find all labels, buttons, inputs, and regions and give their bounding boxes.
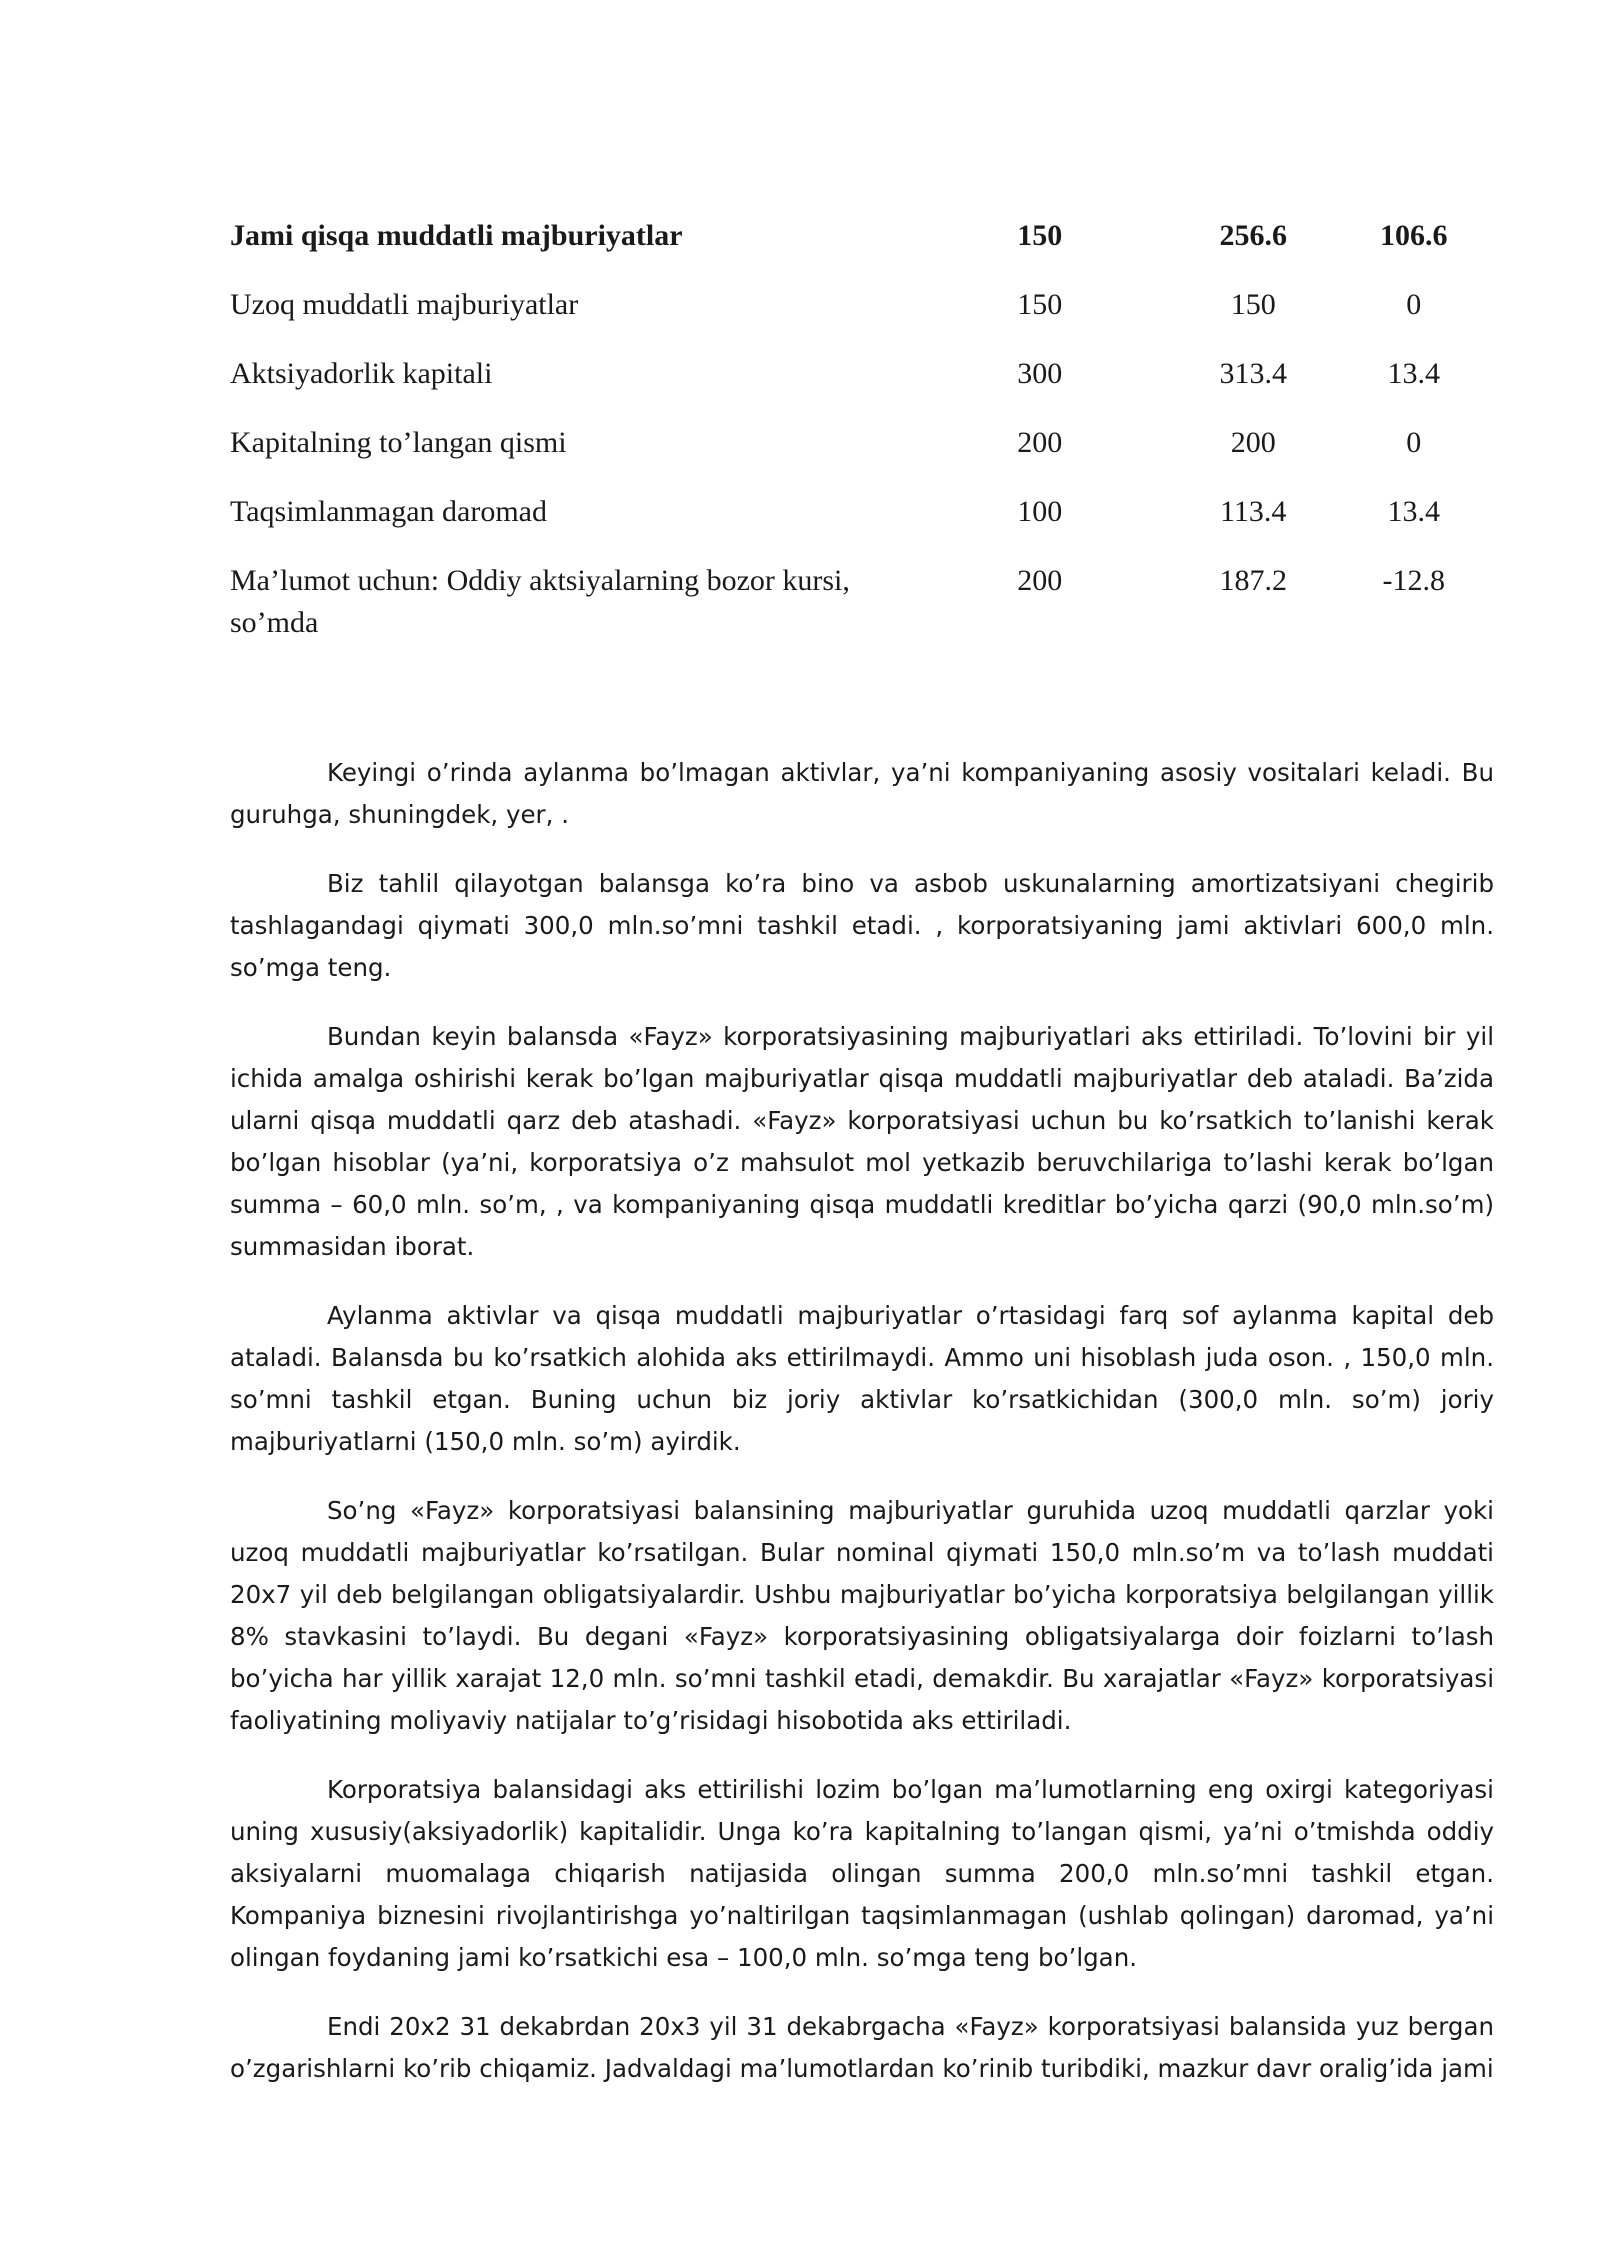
table-row <box>230 422 1494 491</box>
row-value-2: 313.4 <box>1219 357 1287 390</box>
row-value-1: 150 <box>1017 219 1063 252</box>
balance-table-section <box>230 215 1494 650</box>
row-value-1: 100 <box>1017 495 1063 528</box>
paragraph: Aylanma aktivlar va qisqa muddatli majburiyatlar o’rtasidagi farq sof aylanma kapital deb ataladi. Balansda bu ko’rsatkich alohida aks ettirilmaydi. Ammo uni hisoblash juda oson. , 150,0 mln. so’mni tashkil etgan. Buning uchun biz joriy aktivlar ko’rsatkichidan (300,0 mln. so’m) joriy majburiyatlarni (150,0 mln. so’m) ayirdik. <box>230 1301 1494 1456</box>
row-label: Aktsiyadorlik kapitali <box>230 357 493 390</box>
row-value-1: 300 <box>1017 357 1063 390</box>
row-value-2: 256.6 <box>1219 219 1287 252</box>
table-row <box>230 215 1494 284</box>
paragraph: Endi 20x2 31 dekabrdan 20x3 yil 31 dekabrgacha «Fayz» korporatsiyasi balansida yuz bergan o’zgarishlarni ko’rib chiqamiz. Jadvaldagi ma’lumotlardan ko’rinib turibdiki, mazkur davr oralig’ida jami <box>230 2012 1494 2083</box>
row-value-2: 187.2 <box>1219 564 1287 597</box>
table-row <box>230 491 1494 560</box>
row-value-2: 200 <box>1230 426 1276 459</box>
row-value-2: 113.4 <box>1220 495 1287 528</box>
balance-table <box>230 215 1494 650</box>
row-value-3: 0 <box>1406 426 1422 459</box>
paragraph: Keyingi o’rinda aylanma bo’lmagan aktivlar, ya’ni kompaniyaning asosiy vositalari keladi. Bu guruhga, shuningdek, yer, . <box>230 758 1494 829</box>
row-label: Kapitalning to’langan qismi <box>230 426 567 459</box>
row-label: Uzoq muddatli majburiyatlar <box>230 288 579 321</box>
row-value-3: 13.4 <box>1387 357 1440 390</box>
body-text <box>230 752 1494 2117</box>
row-value-3: 13.4 <box>1387 495 1440 528</box>
row-value-3: 0 <box>1406 288 1422 321</box>
table-row <box>230 560 1494 650</box>
paragraph: Bundan keyin balansda «Fayz» korporatsiyasining majburiyatlari aks ettiriladi. To’lovini bir yil ichida amalga oshirishi kerak bo’lgan majburiyatlar qisqa muddatli majburiyatlar deb ataladi. Ba’zida ularni qisqa muddatli qarz deb atashadi. «Fayz» korporatsiyasi uchun bu ko’rsatkich to’lanishi kerak bo’lgan hisoblar (ya’ni, korporatsiya o’z mahsulot mol yetkazib beruvchilariga to’lashi kerak bo’lgan summa – 60,0 mln. so’m, , va kompaniyaning qisqa muddatli kreditlar bo’yicha qarzi (90,0 mln.so’m) summasidan iborat. <box>230 1022 1494 1261</box>
row-value-1: 150 <box>1017 288 1063 321</box>
row-value-1: 200 <box>1017 426 1063 459</box>
row-value-1: 200 <box>1017 564 1063 597</box>
paragraph: Korporatsiya balansidagi aks ettirilishi lozim bo’lgan ma’lumotlarning eng oxirgi kategoriyasi uning xususiy(aksiyadorlik) kapitalidir. Unga ko’ra kapitalning to’langan qismi, ya’ni o’tmishda oddiy aksiyalarni muomalaga chiqarish natijasida olingan summa 200,0 mln.so’mni tashkil etgan. Kompaniya biznesini rivojlantirishga yo’naltirilgan taqsimlanmagan (ushlab qolingan) daromad, ya’ni olingan foydaning jami ko’rsatkichi esa – 100,0 mln. so’mga teng bo’lgan. <box>230 1775 1494 1972</box>
table-row <box>230 353 1494 422</box>
row-value-2: 150 <box>1230 288 1276 321</box>
row-label: Ma’lumot uchun: Oddiy aktsiyalarning bozor kursi, so’mda <box>230 564 850 639</box>
row-value-3: -12.8 <box>1382 564 1445 597</box>
table-row <box>230 284 1494 353</box>
paragraph: Biz tahlil qilayotgan balansga ko’ra bino va asbob uskunalarning amortizatsiyani chegirib tashlagandagi qiymati 300,0 mln.so’mni tashkil etadi. , korporatsiyaning jami aktivlari 600,0 mln. so’mga teng. <box>230 869 1494 982</box>
row-label: Taqsimlanmagan daromad <box>230 495 547 528</box>
row-value-3: 106.6 <box>1379 219 1448 252</box>
row-label: Jami qisqa muddatli majburiyatlar <box>230 219 683 252</box>
paragraph: So’ng «Fayz» korporatsiyasi balansining majburiyatlar guruhida uzoq muddatli qarzlar yoki uzoq muddatli majburiyatlar ko’rsatilgan. Bular nominal qiymati 150,0 mln.so’m va to’lash muddati 20x7 yil deb belgilangan obligatsiyalardir. Ushbu majburiyatlar bo’yicha korporatsiya belgilangan yillik 8% stavkasini to’laydi. Bu degani «Fayz» korporatsiyasining obligatsiyalarga doir foizlarni to’lash bo’yicha har yillik xarajat 12,0 mln. so’mni tashkil etadi, demakdir. Bu xarajatlar «Fayz» korporatsiyasi faoliyatining moliyaviy natijalar to’g’risidagi hisobotida aks ettiriladi. <box>230 1496 1494 1735</box>
